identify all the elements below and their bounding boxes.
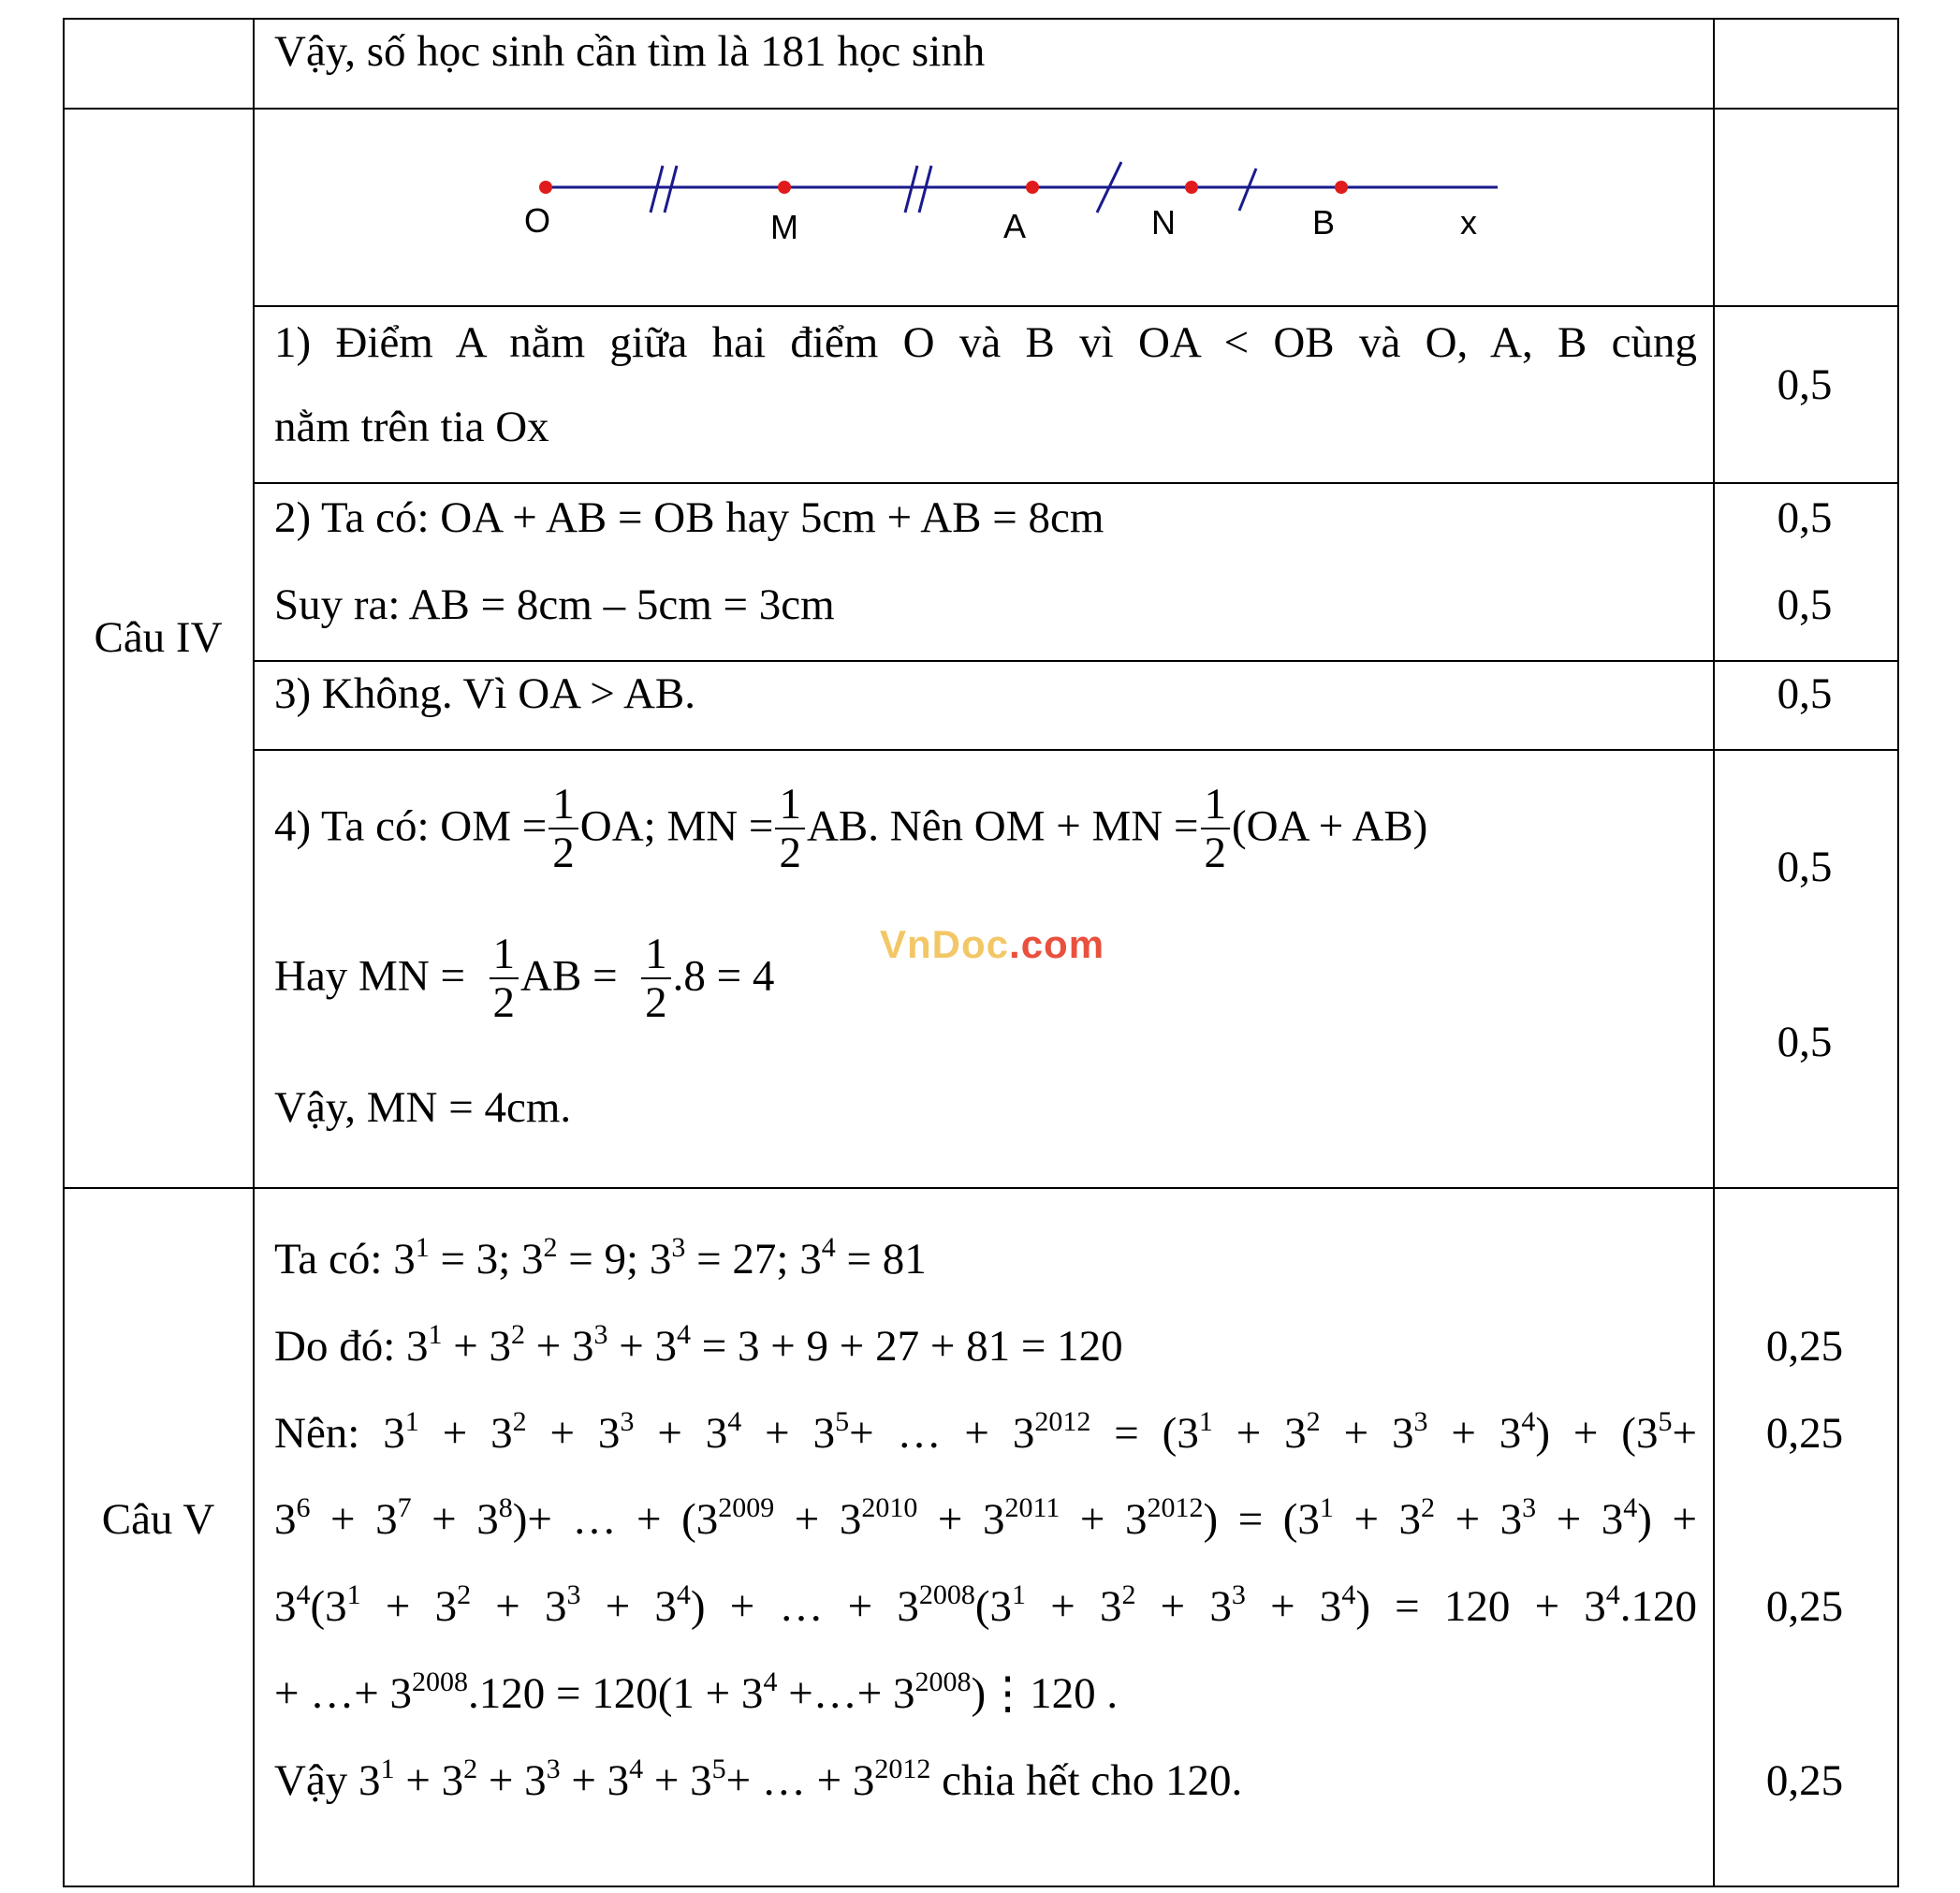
table-border-left bbox=[63, 18, 65, 1887]
part3-score: 0,5 bbox=[1777, 669, 1833, 718]
top-row-text: Vậy, số học sinh cần tìm là 181 học sinh bbox=[274, 27, 986, 76]
part2-score2: 0,5 bbox=[1777, 580, 1833, 629]
part4-line2 bbox=[274, 932, 774, 1028]
column-divider bbox=[253, 18, 255, 1887]
tick-mark bbox=[651, 166, 663, 213]
label-o: O bbox=[524, 201, 551, 240]
tick-mark bbox=[665, 166, 677, 213]
part4-paren-text: (OA + AB) bbox=[1232, 801, 1428, 851]
fraction-one-half: $\frac{1}{2}$ bbox=[1201, 782, 1231, 878]
fraction-one-half: $\frac{1}{2}$ bbox=[775, 782, 805, 878]
cau5-line6: + …+ $3^{2008}.120 = 120(1 + 3^4$ +…+ $3^{2008})⋮120$ . bbox=[274, 1666, 1119, 1718]
label-a: A bbox=[1003, 207, 1027, 245]
cau5-line5: $3^4(3^1 + 3^2 + 3^3 + 3^4)$ + … + $3^{2008}(3^1 + 3^2 + 3^3 + 3^4) = 120 + 3^4.120$ bbox=[274, 1579, 1698, 1631]
segment-figure bbox=[505, 150, 1535, 253]
part4-hay-text: Hay MN = bbox=[274, 951, 466, 1001]
vndoc-watermark: VnDoc.com bbox=[880, 922, 1105, 966]
cau-iv-label: Câu IV bbox=[94, 613, 223, 662]
tick-mark bbox=[905, 166, 917, 213]
point-n bbox=[1185, 181, 1198, 194]
cau5-line1: Ta có: $3^1 = 3$; $3^2 = 9$; $3^3 = 27$; $3^4 = 81$ bbox=[274, 1232, 927, 1284]
part4-score2: 0,5 bbox=[1777, 1018, 1833, 1066]
cau5-line2: Do đó: $3^1 + 3^2 + 3^3 + 3^4 = 3 + 9 + 27 + 81 = 120$ bbox=[274, 1319, 1123, 1371]
row-divider bbox=[253, 749, 1899, 751]
part2-score1: 0,5 bbox=[1777, 493, 1833, 542]
point-o bbox=[539, 181, 552, 194]
point-b bbox=[1335, 181, 1348, 194]
fraction-one-half: $\frac{1}{2}$ bbox=[549, 782, 578, 878]
cau5-score2: 0,25 bbox=[1765, 1409, 1844, 1458]
part2-line2: Suy ra: AB = 8cm – 5cm = 3cm bbox=[274, 580, 835, 629]
tick-mark bbox=[919, 166, 931, 213]
part3-line: 3) Không. Vì OA > AB. bbox=[274, 669, 695, 718]
part4-conclusion: Vậy, MN = 4cm. bbox=[274, 1083, 572, 1132]
label-n: N bbox=[1151, 203, 1176, 242]
part2-line1: 2) Ta có: OA + AB = OB hay 5cm + AB = 8cm bbox=[274, 493, 1104, 542]
cau-v-label: Câu V bbox=[101, 1495, 215, 1544]
fraction-one-half: $\frac{1}{2}$ bbox=[490, 932, 519, 1028]
part4-score1: 0,5 bbox=[1777, 843, 1833, 891]
cau5-score1: 0,25 bbox=[1765, 1322, 1844, 1371]
point-a bbox=[1026, 181, 1039, 194]
cau5-line4: $3^6 + 3^7 + 3^8)+$ … + $(3^{2009} + 3^{2010} + 3^{2011} + 3^{2012}) = (3^1 + 3^2 + 3^3 + 3^4)$ + bbox=[274, 1492, 1698, 1544]
part4-om-text: 4) Ta có: OM = bbox=[274, 801, 548, 851]
label-b: B bbox=[1312, 203, 1336, 242]
tick-mark bbox=[1239, 169, 1256, 211]
point-m bbox=[778, 181, 791, 194]
part4-mn-text: OA; MN = bbox=[579, 801, 774, 851]
row-divider bbox=[253, 482, 1899, 484]
row-divider bbox=[63, 1187, 1899, 1189]
cau5-line3: Nên: $3^1 + 3^2 + 3^3 + 3^4 + 3^5+$ … + $3^{2012} = (3^1 + 3^2 + 3^3 + 3^4) + (3^5+$ bbox=[274, 1406, 1697, 1458]
cau5-line7: Vậy $3^1 + 3^2 + 3^3 + 3^4 + 3^5+$ … + $3^{2012}$ chia hết cho 120. bbox=[274, 1754, 1243, 1805]
cau5-score3: 0,25 bbox=[1765, 1582, 1844, 1631]
row-divider bbox=[63, 108, 1899, 110]
row-divider bbox=[253, 660, 1899, 662]
table-border-bottom bbox=[63, 1886, 1899, 1887]
part1-score: 0,5 bbox=[1777, 360, 1833, 409]
row-divider bbox=[253, 305, 1899, 307]
part4-ab-text: AB = bbox=[520, 951, 618, 1001]
table-border-top bbox=[63, 18, 1899, 20]
part4-line1 bbox=[274, 782, 1427, 878]
fraction-one-half: $\frac{1}{2}$ bbox=[641, 932, 671, 1028]
part1-line2: nằm trên tia Ox bbox=[274, 403, 549, 451]
label-m: M bbox=[770, 208, 798, 246]
label-x: x bbox=[1460, 203, 1477, 242]
part4-sum-text: AB. Nên OM + MN = bbox=[806, 801, 1199, 851]
part4-eight-text: .8 = 4 bbox=[672, 951, 775, 1001]
cau5-score4: 0,25 bbox=[1765, 1756, 1844, 1805]
part1-line1: 1) Điểm A nằm giữa hai điểm O và B vì OA < OB và O, A, B cùng bbox=[274, 318, 1697, 367]
